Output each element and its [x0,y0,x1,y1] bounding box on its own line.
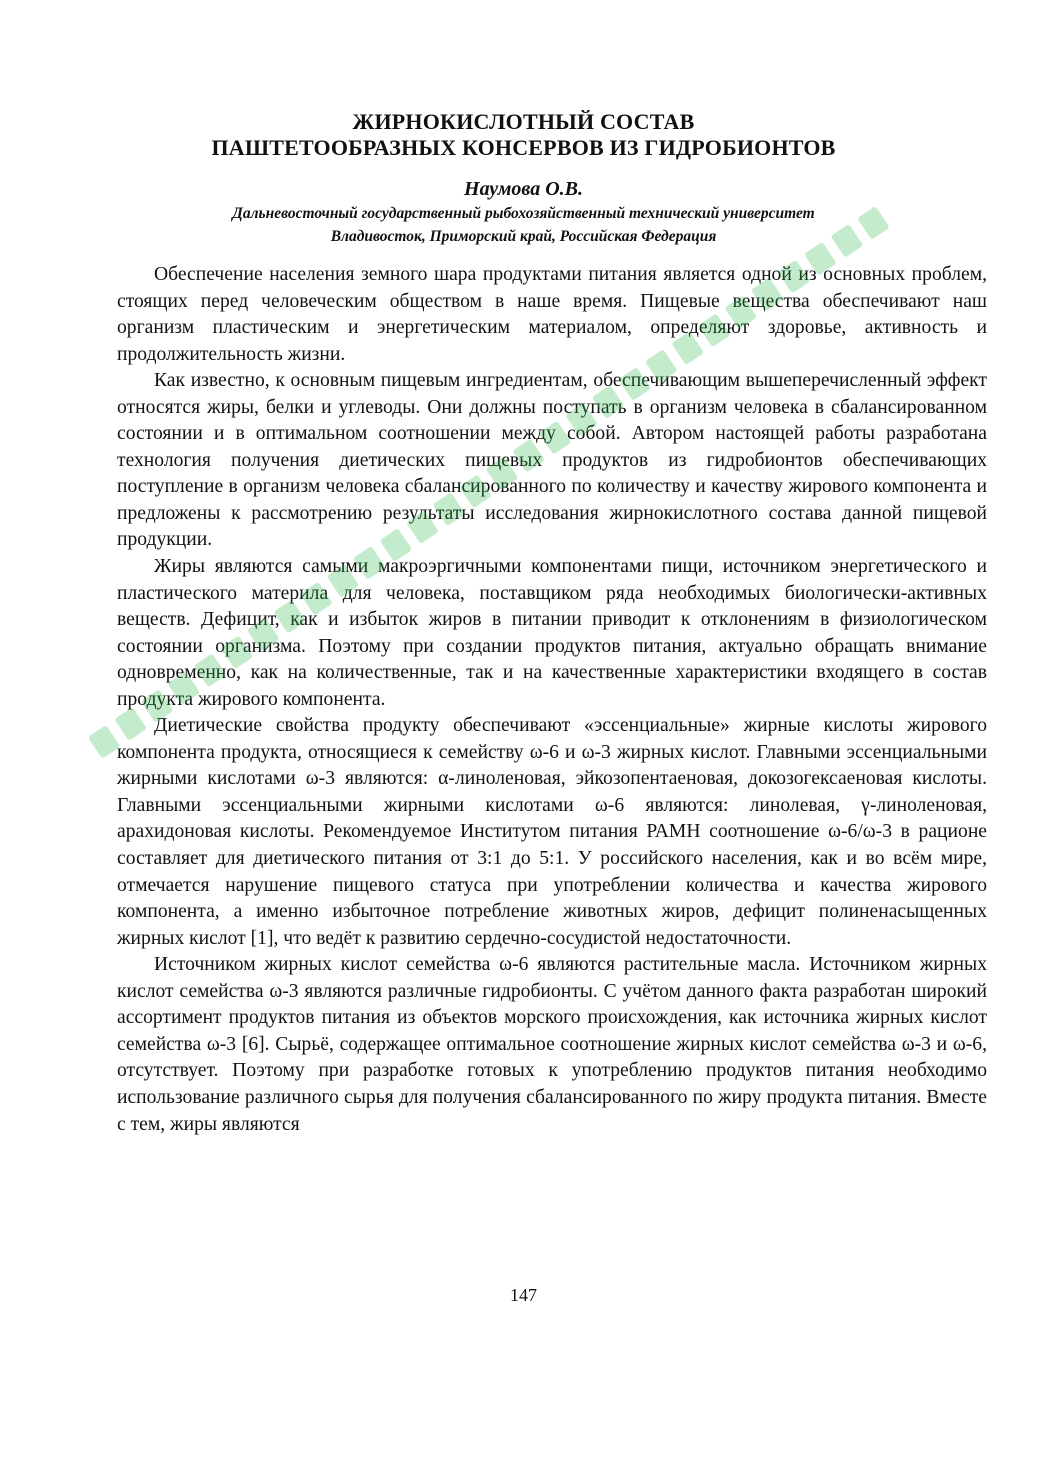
article-body [117,262,987,1138]
article-title-line-1: ЖИРНОКИСЛОТНЫЙ СОСТАВ [352,109,695,134]
paragraph-4: Диетические свойства продукту обеспечивают «эссенциальные» жирные кислоты жирового компонента продукта, относящиеся к семейству ω-6 и ω-3 жирных кислот. Главными эссенциальными жирными кислотами ω-3 являются: α-линоленовая, эйкозопентаеновая, докозогексаеновая кислоты. Главными эссенциальными жирными кислотами ω-6 являются: линолевая, γ-линоленовая, арахидоновая кислоты. Рекомендуемое Институтом питания РАМН соотношение ω-6/ω-3 в рационе составляет для диетического питания от 3:1 до 5:1. У российского населения, как и во всём мире, отмечается нарушение пищевого статуса при употреблении количества и качества жирового компонента, а именно избыточное потребление животных жиров, дефицит полиненасыщенных жирных кислот [1], что ведёт к развитию сердечно-сосудистой недостаточности. [117,715,987,949]
affiliation-line-2: Владивосток, Приморский край, Российская Федерация [330,228,717,245]
paragraph-1: Обеспечение населения земного шара продуктами питания является одной из основных проблем, стоящих перед человеческим обществом в наше время. Пищевые вещества обеспечивают наш организм пластическим и энергетическим материалом, определяют здоровье, активность и продолжительность жизни. [117,264,987,365]
paragraph-2: Как известно, к основным пищевым ингредиентам, обеспечивающим вышеперечисленный эффект относятся жиры, белки и углеводы. Они должны поступать в организм человека в сбалансированном состоянии и в оптимальном соотношении между собой. Автором настоящей работы разработана технология получения диетических пищевых продуктов из гидробионтов обеспечивающих поступление в организм человека сбалансированного по количеству и качеству жирового компонента и предложены к рассмотрению результаты исследования жирнокислотного состава данной пищевой продукции. [117,370,987,551]
author-name: Наумова О.В. [464,178,583,200]
paragraph-5: Источником жирных кислот семейства ω-6 являются растительные масла. Источником жирных кислот семейства ω-3 являются различные гидробионты. С учётом данного факта разработан широкий ассортимент продуктов питания из объектов морского происхождения, как источника жирных кислот семейства ω-3 [6]. Сырьё, содержащее оптимальное соотношение жирных кислот семейства ω-3 и ω-6, отсутствует. Поэтому при разработке готовых к употреблению продуктов питания необходимо использование различного сырья для получения сбалансированного по жиру продукта питания. Вместе с тем, жиры являются [117,954,987,1135]
affiliation-line-1: Дальневосточный государственный рыбохозяйственный технический университет [232,205,815,222]
article-title-line-2: ПАШТЕТООБРАЗНЫХ КОНСЕРВОВ ИЗ ГИДРОБИОНТОВ [211,135,836,160]
page-number: 147 [510,1285,537,1305]
paragraph-3: Жиры являются самыми макроэргичными компонентами пищи, источником энергетического и пластического материла для человека, поставщиком ряда необходимых биологически-активных веществ. Дефицит, как и избыток жиров в питании приводит к отклонениям в физиологическом состоянии организма. Поэтому при создании продуктов питания, актуально обращать внимание одновременно, как на количественные, так и на качественные характеристики входящего в состав продукта жирового компонента. [117,556,987,710]
